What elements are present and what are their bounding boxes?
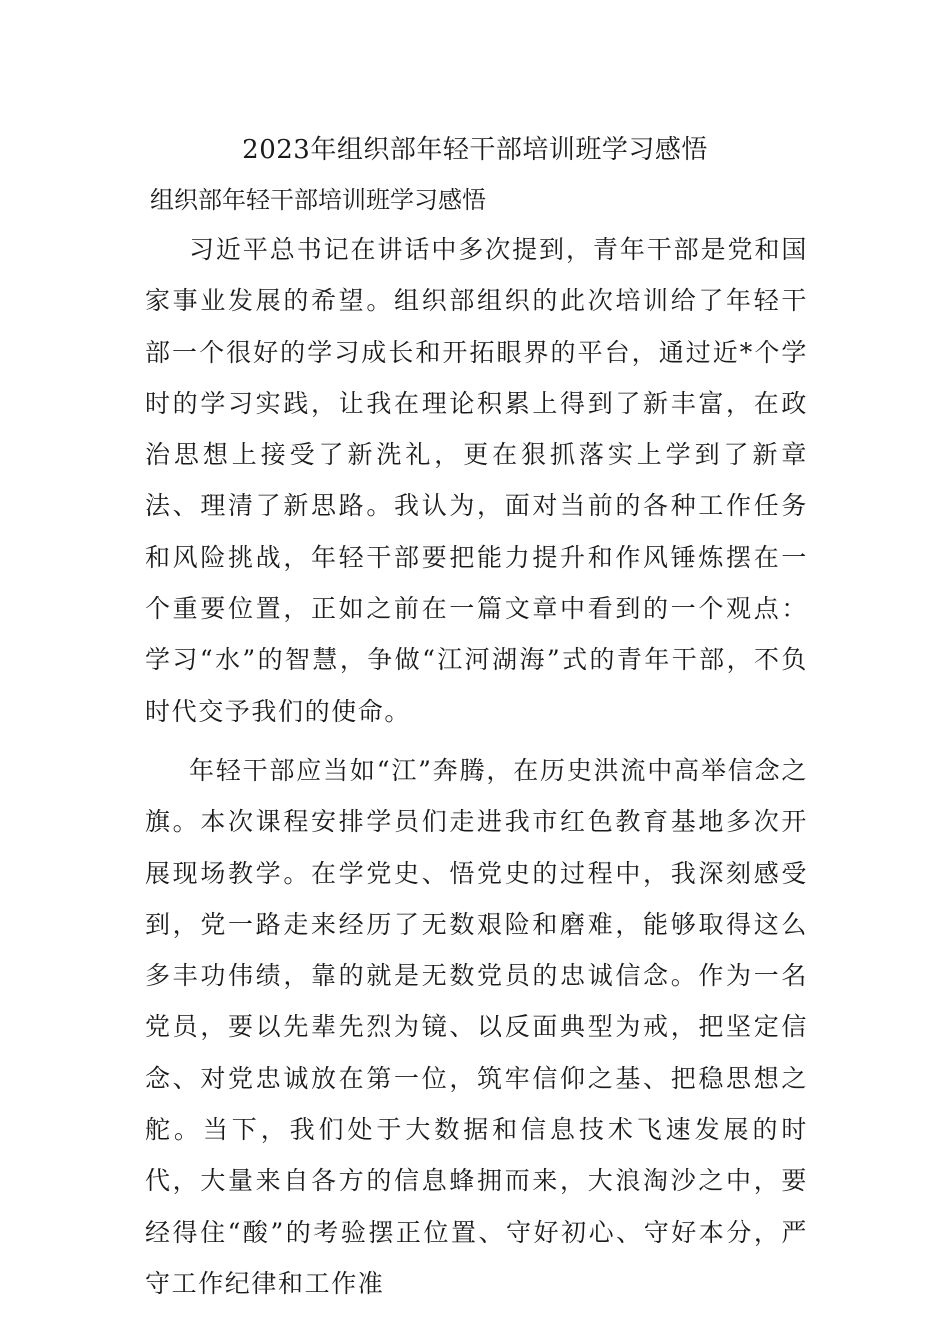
document-subtitle: 组织部年轻干部培训班学习感悟 [150,186,486,214]
document-title: 2023年组织部年轻干部培训班学习感悟 [242,135,708,165]
document-body [145,224,808,1317]
body-paragraph: 年轻干部应当如“江”奔腾，在历史洪流中高举信念之旗。本次课程安排学员们走进我市红色教育基地多次开展现场教学。在学党史、悟党史的过程中，我深刻感受到，党一路走来经历了无数艰险和磨难，能够取得这么多丰功伟绩，靠的就是无数党员的忠诚信念。作为一名党员，要以先辈先烈为镜、以反面典型为戒，把坚定信念、对党忠诚放在第一位，筑牢信仰之基、把稳思想之舵。当下，我们处于大数据和信息技术飞速发展的时代，大量来自各方的信息蜂拥而来，大浪淘沙之中，要经得住“酸”的考验摆正位置、守好初心、守好本分，严守工作纪律和工作准 [145,755,808,1298]
body-paragraph: 习近平总书记在讲话中多次提到，青年干部是党和国家事业发展的希望。组织部组织的此次培训给了年轻干部一个很好的学习成长和开拓眼界的平台，通过近*个学时的学习实践，让我在理论积累上得到了新丰富，在政治思想上接受了新洗礼，更在狠抓落实上学到了新章法、理清了新思路。我认为，面对当前的各种工作任务和风险挑战，年轻干部要把能力提升和作风锤炼摆在一个重要位置，正如之前在一篇文章中看到的一个观点：学习“水”的智慧，争做“江河湖海”式的青年干部，不负时代交予我们的使命。 [145,235,808,726]
